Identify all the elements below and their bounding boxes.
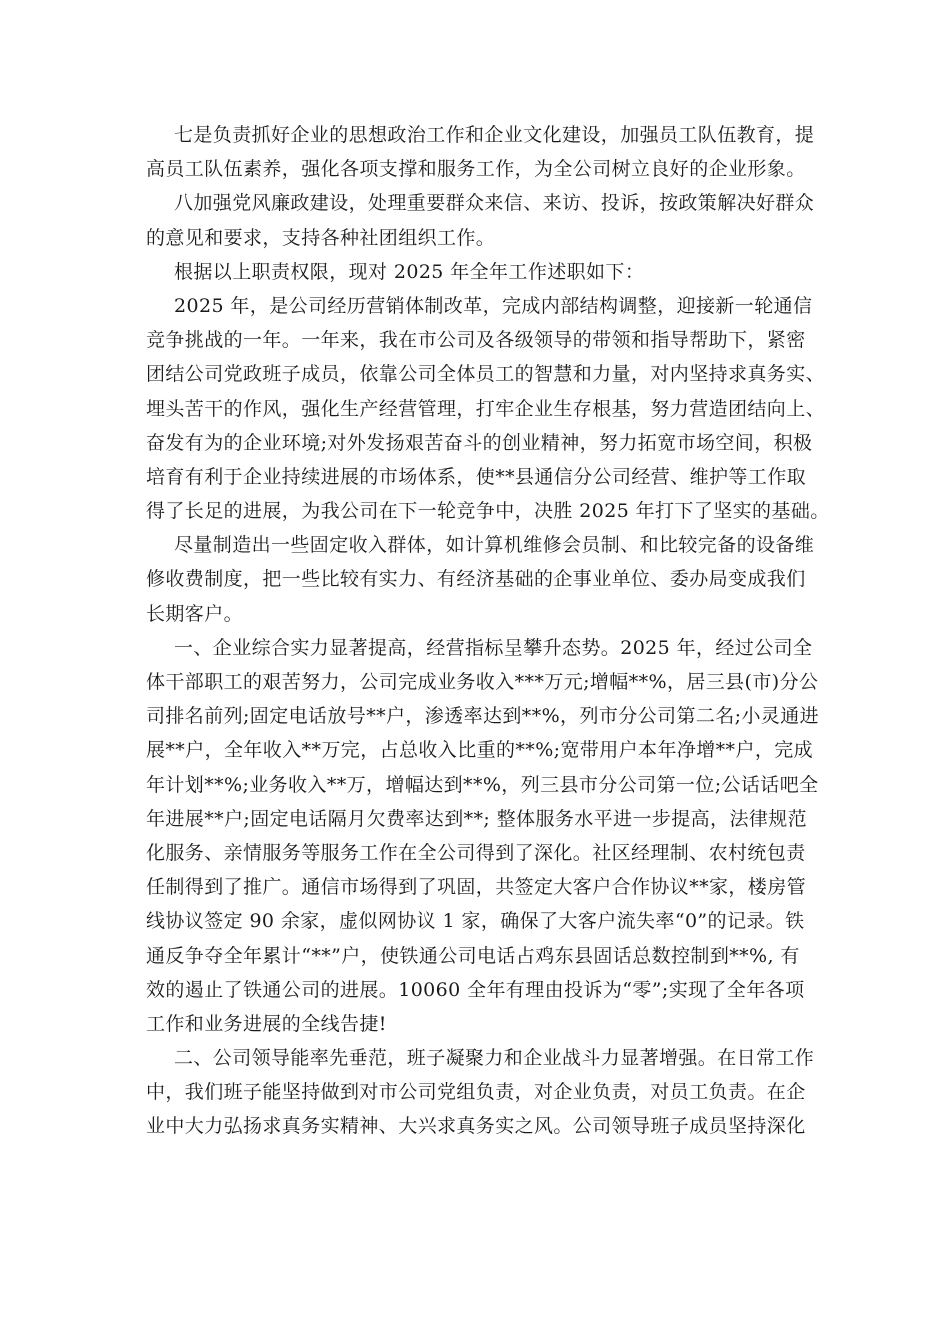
paragraph-line: 的意见和要求，支持各种社团组织工作。 [146,226,496,249]
paragraph-line: 奋发有为的企业环境;对外发扬艰苦奋斗的创业精神，努力拓宽市场空间，积极 [146,431,813,454]
paragraph-line: 2025 年，是公司经历营销体制改革，完成内部结构调整，迎接新一轮通信 [174,294,813,317]
paragraph-line: 竞争挑战的一年。一年来，我在市公司及各级领导的带领和指导帮助下，紧密 [146,329,806,352]
paragraph-line: 得了长足的进展，为我公司在下一轮竞争中，决胜 2025 年打下了坚实的基础。 [146,500,830,523]
paragraph-line: 任制得到了推广。通信市场得到了巩固，共签定大客户合作协议**家，楼房管 [146,876,807,899]
paragraph-line: 司排名前列;固定电话放号**户，渗透率达到**%，列市分公司第二名;小灵通进 [146,705,820,728]
paragraph-line: 工作和业务进展的全线告捷! [146,1012,387,1035]
paragraph-line: 效的遏止了铁通公司的进展。10060 全年有理由投诉为“零”;实现了全年各项 [146,978,805,1001]
paragraph-section-two [146,1041,815,1144]
paragraph-line: 八加强党风廉政建设，处理重要群众来信、来访、投诉，按政策解决好群众 [174,192,815,215]
paragraph-line: 尽量制造出一些固定收入群体，如计算机维修会员制、和比较完备的设备维 [174,534,815,557]
paragraph-line: 一、企业综合实力显著提高，经营指标呈攀升态势。2025 年，经过公司全 [174,636,813,659]
paragraph-line: 培育有利于企业持续进展的市场体系，使**县通信分公司经营、维护等工作取 [146,465,807,488]
paragraph-line: 修收费制度，把一些比较有实力、有经济基础的企事业单位、委办局变成我们 [146,568,806,591]
paragraph-line: 体干部职工的艰苦努力，公司完成业务收入***万元;增幅**%，居三县(市)分公 [146,671,819,693]
paragraph-line: 展**户，全年收入**万完，占总收入比重的**%;宽带用户本年净增**户，完成 [146,739,814,762]
paragraph-line: 年进展**户;固定电话隔月欠费率达到**; 整体服务水平进一步提高，法律规范 [146,807,808,830]
paragraph-line: 根据以上职责权限，现对 2025 年全年工作述职如下： [174,260,645,283]
paragraph-duty-eight [146,186,815,254]
paragraph-line: 线协议签定 90 余家，虚似网协议 1 家，确保了大客户流失率“0”的记录。铁 [146,910,805,933]
paragraph-line: 高员工队伍素养，强化各项支撑和服务工作，为全公司树立良好的企业形象。 [146,158,806,181]
paragraph-line: 化服务、亲情服务等服务工作在全公司得到了深化。社区经理制、农村统包责 [146,841,806,864]
paragraph-line: 长期客户。 [146,602,244,625]
paragraph-line: 埋头苦干的作风，强化生产经营管理，打牢企业生存根基，努力营造团结向上、 [146,397,826,420]
document-body [146,118,830,1144]
paragraph-line: 团结公司党政班子成员，依靠公司全体员工的智慧和力量，对内坚持求真务实、 [146,363,826,386]
paragraph-duty-seven [146,118,815,186]
paragraph-fixed-income [146,528,815,631]
paragraph-line: 业中大力弘扬求真务实精神、大兴求真务实之风。公司领导班子成员坚持深化 [146,1115,806,1138]
paragraph-line: 二、公司领导能率先垂范，班子凝聚力和企业战斗力显著增强。在日常工作 [174,1047,815,1070]
paragraph-report-intro [146,255,810,289]
paragraph-section-one [146,631,820,1041]
paragraph-year-overview [146,289,830,528]
paragraph-line: 七是负责抓好企业的思想政治工作和企业文化建设，加强员工队伍教育，提 [174,124,815,146]
paragraph-line: 中，我们班子能坚持做到对市公司党组负责，对企业负责，对员工负责。在企 [146,1081,806,1104]
paragraph-line: 年计划**%;业务收入**万，增幅达到**%，列三县市分公司第一位;公话话吧全 [146,773,819,796]
paragraph-line: 通反争夺全年累计“**”户，使铁通公司电话占鸡东县固话总数控制到**%, 有 [146,944,800,967]
